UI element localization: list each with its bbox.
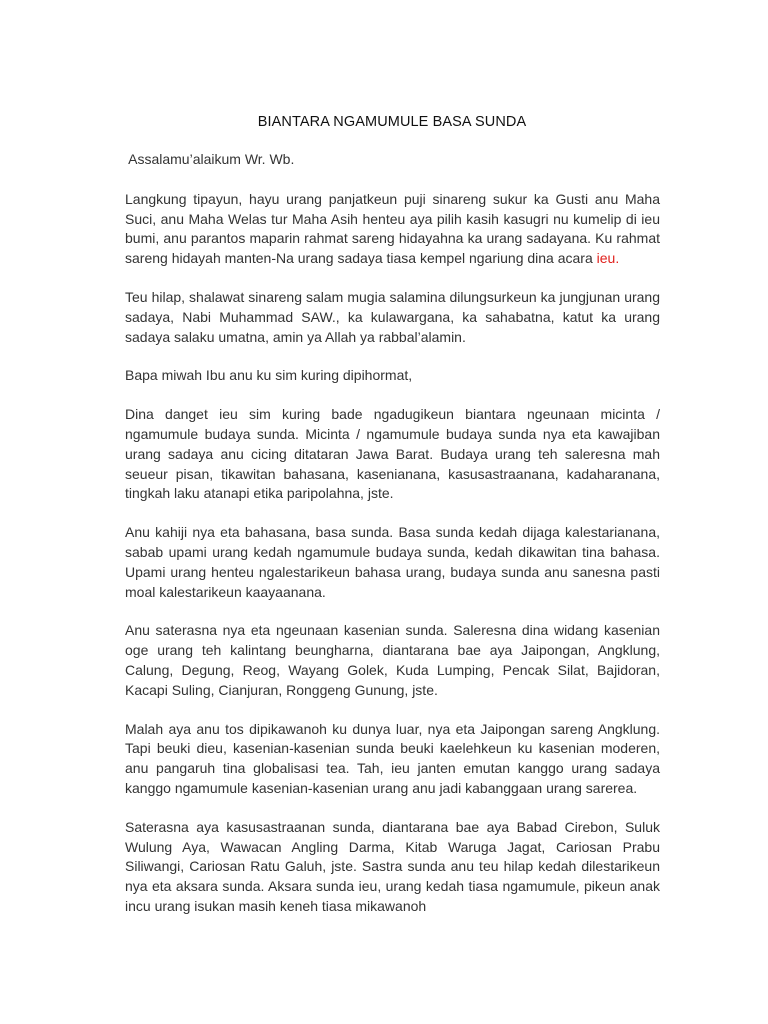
paragraph-salutation: Bapa miwah Ibu anu ku sim kuring dipihormat, xyxy=(125,367,413,384)
document-body xyxy=(125,150,660,936)
paragraph-arts: Anu saterasna nya eta ngeunaan kasenian sunda. Saleresna dina widang kasenian oge urang teh kalintang beungharna, diantarana bae aya Jaipongan, Angklung, Calung, Degung, Reog, Wayang Golek, Kuda Lumping, Pencak Silat, Bajidoran, Kacapi Suling, Cianjuran, Ronggeng Gunung, jste. xyxy=(125,622,660,698)
paragraph-opening-praise xyxy=(125,190,660,269)
paragraph-shalawat: Teu hilap, shalawat sinareng salam mugia salamina dilungsurkeun ka jungjunan urang sadaya, Nabi Muhammad SAW., ka kulawargana, ka sahabatna, katut ka urang sadaya salaku umatna, amin ya Allah ya rabbal’alamin. xyxy=(125,288,660,345)
paragraph-literature: Saterasna aya kasusastraanan sunda, diantarana bae aya Babad Cirebon, Suluk Wulung Aya, Wawacan Angling Darma, Kitab Waruga Jagat, Cariosan Prabu Siliwangi, Cariosan Ratu Galuh, jste. Sastra sunda anu teu hilap kedah dilestarikeun nya eta aksara sunda. Aksara sunda ieu, urang kedah tiasa ngamumule, pikeun anak incu urang isukan masih keneh tiasa mikawanoh xyxy=(125,818,660,914)
document-title: BIANTARA NGAMUMULE BASA SUNDA xyxy=(257,114,527,130)
greeting-paragraph: Assalamu’alaikum Wr. Wb. xyxy=(125,151,295,167)
paragraph-opening-praise-text: Langkung tipayun, hayu urang panjatkeun puji sinareng sukur ka Gusti anu Maha Suci, anu Maha Welas tur Maha Asih henteu aya pilih kasih kasugri nu kumelip di ieu bumi, anu parantos maparin rahmat sareng hidayahna ka urang sadayana. Ku rahmat sareng hidayah manten-Na urang sadaya tiasa kempel ngariung dina acara xyxy=(125,190,660,267)
paragraph-introduction: Dina danget ieu sim kuring bade ngadugikeun biantara ngeunaan micinta / ngamumule budaya sunda. Micinta / ngamumule budaya sunda nya eta kawajiban urang sadaya anu cicing ditataran Jawa Barat. Budaya urang teh saleresna mah seueur pisan, tikawitan bahasana, kasenianana, kasusastraanana, kadaharanana, tingkah laku atanapi etika paripolahna, jste. xyxy=(125,406,660,502)
paragraph-modern-influence: Malah aya anu tos dipikawanoh ku dunya luar, nya eta Jaipongan sareng Angklung. Tapi beuki dieu, kasenian-kasenian sunda beuki kaelehkeun ku kasenian moderen, anu pangaruh tina globalisasi tea. Tah, ieu janten emutan kanggo urang sadaya kanggo ngamumule kasenian-kasenian urang anu jadi kabanggaan urang sarerea. xyxy=(125,720,660,796)
highlighted-word: ieu. xyxy=(596,250,620,267)
paragraph-language: Anu kahiji nya eta bahasana, basa sunda. Basa sunda kedah dijaga kalestarianana, sabab upami urang kedah ngamumule budaya sunda, kedah dikawitan tina bahasa. Upami urang henteu ngalestarikeun bahasa urang, budaya sunda anu sanesna pasti moal kalestarikeun kaayaanana. xyxy=(125,524,660,600)
